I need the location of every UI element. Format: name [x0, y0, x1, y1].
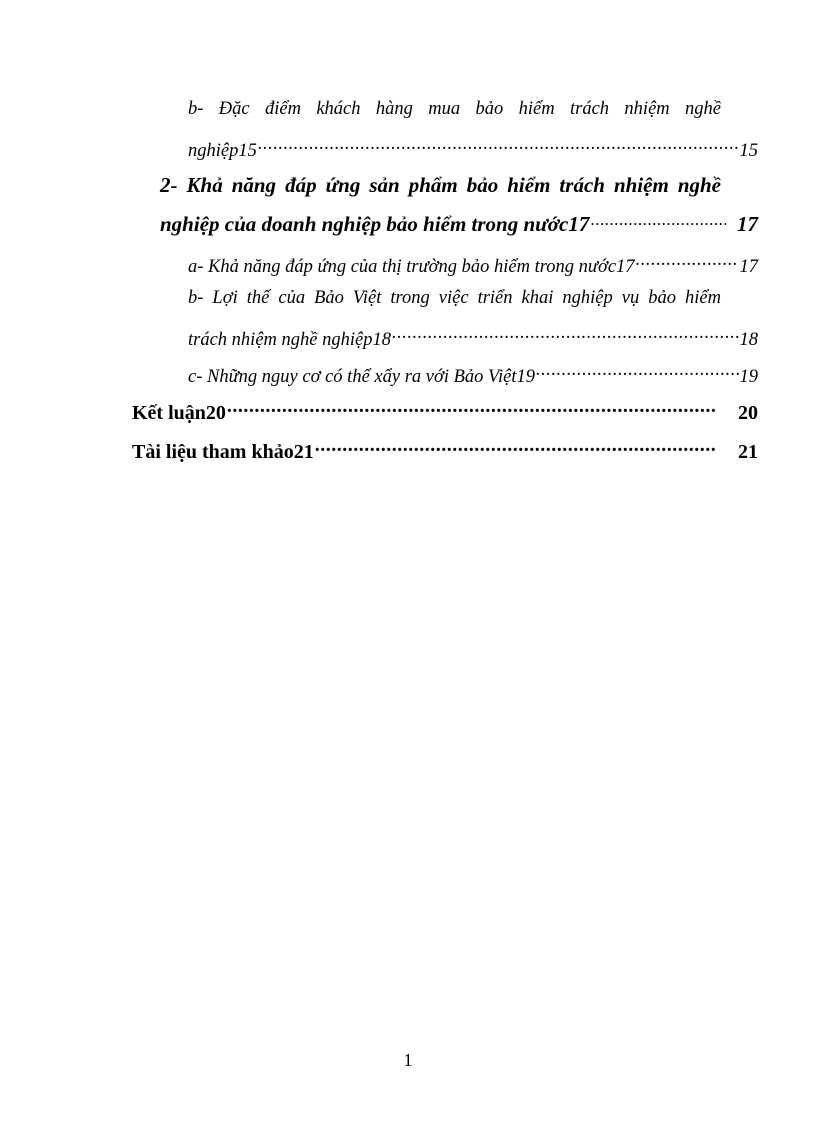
toc-entry-text: Tài liệu tham khảo21	[132, 441, 314, 463]
toc-page-number: 17	[737, 212, 758, 236]
toc-entry-2-kha-nang-line2[interactable]	[160, 212, 758, 242]
toc-entry-b-loi-the-line2[interactable]	[188, 326, 758, 356]
toc-page-number: 21	[738, 441, 758, 463]
toc-entry-text: c- Những nguy cơ có thể xẩy ra với Bảo Việt19	[188, 366, 535, 387]
toc-entry-a-kha-nang[interactable]	[188, 253, 758, 283]
toc-page-number: 20	[738, 402, 758, 424]
dot-leader	[590, 214, 726, 231]
toc-entry-text: 2- Khả năng đáp ứng sản phẩm bảo hiểm trách nhiệm nghề	[160, 173, 721, 197]
toc-entry-b-dac-diem-line2[interactable]	[188, 137, 758, 167]
toc-page-number: 17	[739, 256, 758, 277]
toc-entry-text: a- Khả năng đáp ứng của thị trường bảo hiểm trong nước17	[188, 256, 635, 277]
toc-entry-b-loi-the-line1[interactable]	[188, 288, 721, 318]
toc-entry-text: nghiệp của doanh nghiệp bảo hiểm trong nước17	[160, 212, 590, 236]
dot-leader	[315, 438, 716, 458]
dot-leader	[636, 253, 739, 272]
toc-page-number: 18	[739, 329, 758, 350]
toc-entry-text: trách nhiệm nghề nghiệp18	[188, 329, 391, 350]
toc-entry-b-dac-diem-line1[interactable]	[188, 99, 721, 129]
toc-entry-text: nghiệp15	[188, 140, 257, 161]
dot-leader	[536, 363, 739, 382]
toc-entry-2-kha-nang-line1[interactable]	[160, 173, 721, 203]
toc-entry-c-nguy-co[interactable]	[188, 363, 758, 393]
page-number: 1	[403, 1050, 413, 1070]
dot-leader	[258, 137, 739, 156]
toc-page-number: 15	[739, 140, 758, 161]
dot-leader	[227, 399, 716, 419]
toc-entry-text: b- Lợi thế của Bảo Việt trong việc triển khai nghiệp vụ bảo hiểm	[188, 288, 721, 308]
toc-page-number: 19	[739, 366, 758, 387]
toc-entry-text: Kết luận20	[132, 402, 226, 424]
toc-entry-ket-luan[interactable]	[132, 399, 758, 429]
dot-leader	[392, 326, 739, 345]
toc-entry-text: b- Đặc điểm khách hàng mua bảo hiểm trách nhiệm nghề	[188, 99, 721, 119]
toc-entry-tai-lieu[interactable]	[132, 438, 758, 468]
